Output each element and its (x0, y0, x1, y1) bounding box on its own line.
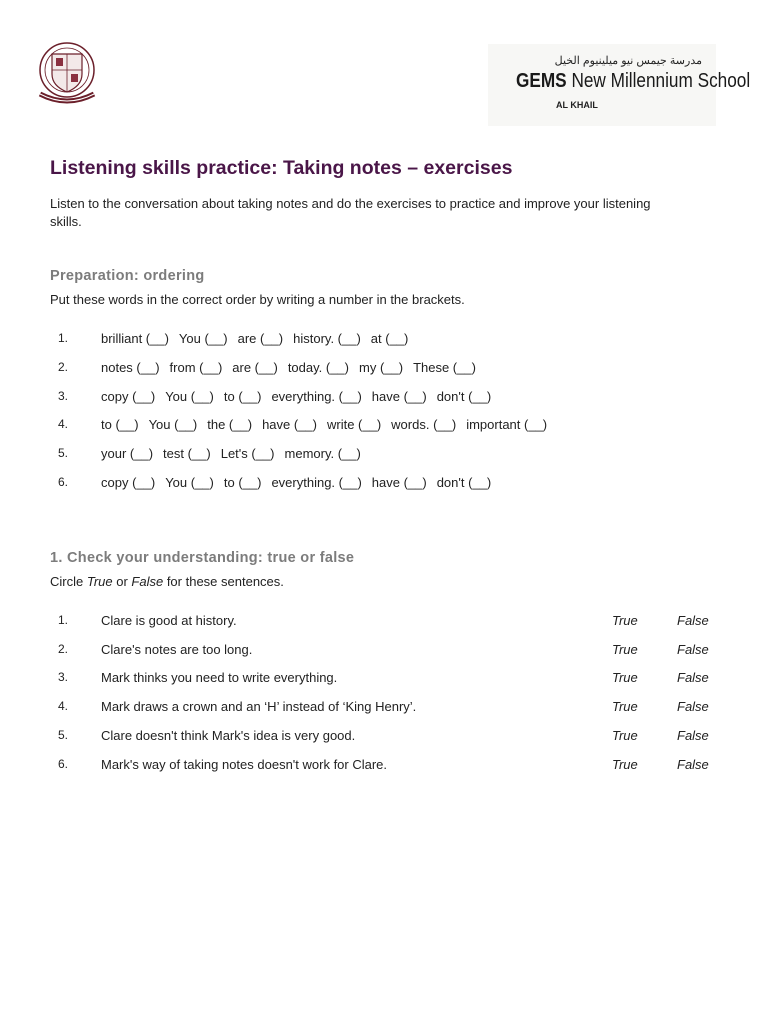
word-with-bracket[interactable]: important (__) (466, 417, 548, 433)
statement-row (0, 670, 768, 690)
word-with-bracket[interactable]: You (__) (165, 475, 214, 490)
statement-row (0, 642, 768, 662)
school-logo (488, 44, 751, 126)
word-with-bracket[interactable]: don't (__) (436, 388, 492, 404)
false-option[interactable]: False (677, 756, 709, 772)
true-option[interactable]: True (612, 727, 638, 743)
word-group (101, 446, 371, 461)
statement-text: Mark draws a crown and an ‘H’ instead of ‘King Henry’. (101, 699, 417, 715)
ordering-item (0, 417, 768, 437)
intro-text: Listen to the conversation about taking notes and do the exercises to practice and improve your listening skills. (50, 196, 651, 229)
true-option[interactable]: True (612, 699, 638, 715)
statement-text: Clare's notes are too long. (101, 641, 253, 657)
word-group (101, 360, 486, 375)
word-with-bracket[interactable]: your (__) (101, 446, 154, 462)
logo-school-name: GEMS New Millennium School (516, 70, 751, 92)
word-with-bracket[interactable]: are (__) (237, 331, 284, 346)
word-with-bracket[interactable]: my (__) (359, 359, 404, 375)
word-with-bracket[interactable]: the (__) (207, 417, 253, 433)
item-number: 5. (58, 446, 69, 461)
statement-text: Clare is good at history. (101, 613, 237, 628)
word-with-bracket[interactable]: words. (__) (391, 417, 457, 433)
word-group (101, 389, 501, 404)
item-number: 4. (58, 699, 69, 714)
word-with-bracket[interactable]: at (__) (370, 331, 409, 346)
word-with-bracket[interactable]: write (__) (326, 417, 382, 433)
true-option[interactable]: True (612, 756, 638, 772)
word-with-bracket[interactable]: These (__) (413, 359, 476, 375)
word-with-bracket[interactable]: You (__) (148, 417, 198, 433)
ordering-item (0, 475, 768, 495)
word-with-bracket[interactable]: Let's (__) (220, 446, 275, 462)
item-number: 6. (58, 475, 69, 489)
word-with-bracket[interactable]: You (__) (165, 388, 214, 404)
ordering-item (0, 360, 768, 380)
false-option[interactable]: False (677, 670, 709, 686)
school-crest-icon (32, 40, 102, 112)
ordering-item (0, 331, 768, 351)
logo-branch: AL KHAIL (556, 100, 598, 110)
word-with-bracket[interactable]: copy (__) (101, 475, 156, 490)
word-with-bracket[interactable]: everything. (__) (271, 475, 362, 490)
word-with-bracket[interactable]: You (__) (178, 331, 228, 346)
statement-row (0, 699, 768, 719)
item-number: 3. (58, 388, 69, 403)
statement-row (0, 757, 768, 777)
item-number: 3. (58, 670, 69, 685)
item-number: 1. (58, 613, 69, 627)
exercise1-heading: 1. Check your understanding: true or false (50, 550, 355, 566)
item-number: 5. (58, 727, 69, 742)
statement-text: Mark's way of taking notes doesn't work for Clare. (101, 756, 388, 772)
true-option[interactable]: True (612, 641, 638, 657)
word-with-bracket[interactable]: today. (__) (287, 359, 349, 375)
false-option[interactable]: False (677, 699, 709, 715)
item-number: 2. (58, 359, 69, 374)
word-with-bracket[interactable]: have (__) (262, 417, 317, 433)
statement-text: Clare doesn't think Mark's idea is very good. (101, 727, 356, 743)
true-option[interactable]: True (612, 613, 638, 628)
word-with-bracket[interactable]: test (__) (163, 446, 211, 462)
item-number: 1. (58, 331, 69, 345)
preparation-instruction: Put these words in the correct order by writing a number in the brackets. (50, 292, 465, 307)
statement-row (0, 728, 768, 748)
false-option[interactable]: False (677, 727, 709, 743)
word-with-bracket[interactable]: don't (__) (436, 475, 492, 490)
word-group (101, 331, 418, 346)
page-title: Listening skills practice: Taking notes – exercises (50, 157, 513, 179)
preparation-heading: Preparation: ordering (50, 268, 205, 284)
word-with-bracket[interactable]: have (__) (371, 388, 427, 404)
word-with-bracket[interactable]: have (__) (371, 475, 427, 490)
item-number: 6. (58, 756, 69, 771)
false-option[interactable]: False (677, 641, 709, 657)
statement-row (0, 613, 768, 633)
item-number: 2. (58, 641, 69, 656)
word-group (101, 417, 557, 432)
word-with-bracket[interactable]: notes (__) (101, 359, 160, 375)
exercise1-instruction: Circle True or False for these sentences. (50, 574, 284, 589)
ordering-item (0, 446, 768, 466)
word-with-bracket[interactable]: are (__) (232, 359, 278, 375)
statement-text: Mark thinks you need to write everything. (101, 670, 338, 686)
word-with-bracket[interactable]: copy (__) (101, 388, 156, 404)
word-with-bracket[interactable]: everything. (__) (271, 388, 362, 404)
word-with-bracket[interactable]: memory. (__) (284, 446, 361, 462)
item-number: 4. (58, 417, 69, 432)
false-option[interactable]: False (677, 613, 709, 628)
word-group (101, 475, 501, 490)
word-with-bracket[interactable]: to (__) (223, 475, 262, 490)
word-with-bracket[interactable]: brilliant (__) (101, 331, 169, 346)
word-with-bracket[interactable]: to (__) (101, 417, 139, 433)
word-with-bracket[interactable]: history. (__) (293, 331, 361, 346)
word-with-bracket[interactable]: from (__) (169, 359, 223, 375)
logo-arabic-text: مدرسة جيمس نيو ميلينيوم الخيل (554, 55, 702, 67)
word-with-bracket[interactable]: to (__) (223, 388, 262, 404)
ordering-item (0, 389, 768, 409)
true-option[interactable]: True (612, 670, 638, 686)
